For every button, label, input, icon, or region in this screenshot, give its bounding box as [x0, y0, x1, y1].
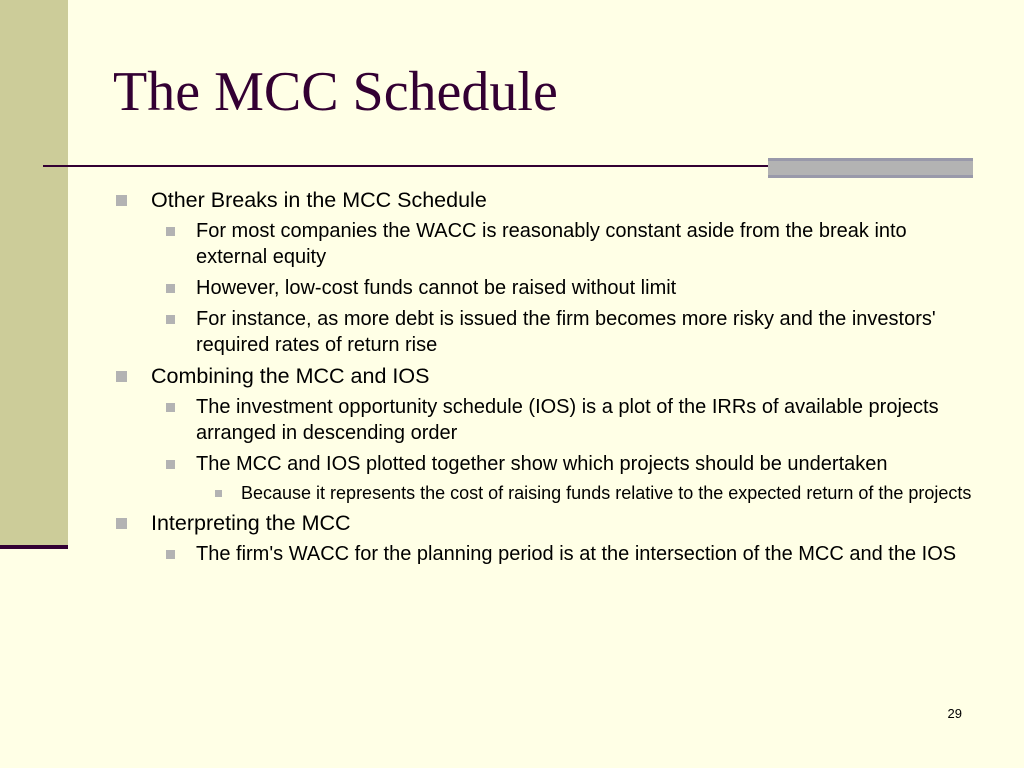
square-bullet-icon — [166, 315, 175, 324]
bullet-item — [112, 541, 966, 567]
bullet-item — [112, 306, 966, 358]
bullet-text: For most companies the WACC is reasonably constant aside from the break into external equity — [196, 220, 907, 268]
bullet-text: The MCC and IOS plotted together show which projects should be undertaken — [196, 453, 888, 475]
slide-title: The MCC Schedule — [113, 61, 558, 123]
bullet-item — [112, 451, 966, 477]
bullet-item — [112, 394, 966, 446]
square-bullet-icon — [116, 518, 127, 529]
bullet-text: Interpreting the MCC — [151, 511, 351, 535]
bullet-item — [112, 481, 981, 505]
bullet-text: The investment opportunity schedule (IOS) is a plot of the IRRs of available projects arranged in descending order — [196, 396, 939, 444]
square-bullet-icon — [116, 371, 127, 382]
square-bullet-icon — [166, 403, 175, 412]
left-accent-rule — [0, 545, 68, 549]
bullet-text: For instance, as more debt is issued the firm becomes more risky and the investors' required rates of return rise — [196, 308, 936, 356]
square-bullet-icon — [166, 227, 175, 236]
bullet-text: Other Breaks in the MCC Schedule — [151, 188, 487, 212]
bullet-item — [112, 187, 972, 213]
left-accent-bar — [0, 0, 68, 545]
page-number: 29 — [947, 706, 962, 721]
square-bullet-icon — [116, 195, 127, 206]
bullet-item — [112, 510, 972, 536]
bullet-item — [112, 363, 972, 389]
bullet-item — [112, 218, 966, 270]
square-bullet-icon — [166, 460, 175, 469]
bullet-text: Combining the MCC and IOS — [151, 364, 430, 388]
title-rule-accent-block — [768, 158, 973, 178]
bullet-text: Because it represents the cost of raising funds relative to the expected return of the projects — [241, 483, 972, 503]
square-bullet-icon — [166, 284, 175, 293]
bullet-item — [112, 275, 966, 301]
bullet-list — [112, 182, 972, 567]
bullet-text: However, low-cost funds cannot be raised without limit — [196, 277, 677, 299]
bullet-text: The firm's WACC for the planning period is at the intersection of the MCC and the IOS — [196, 543, 957, 565]
square-bullet-icon — [166, 550, 175, 559]
square-bullet-icon — [215, 490, 222, 497]
